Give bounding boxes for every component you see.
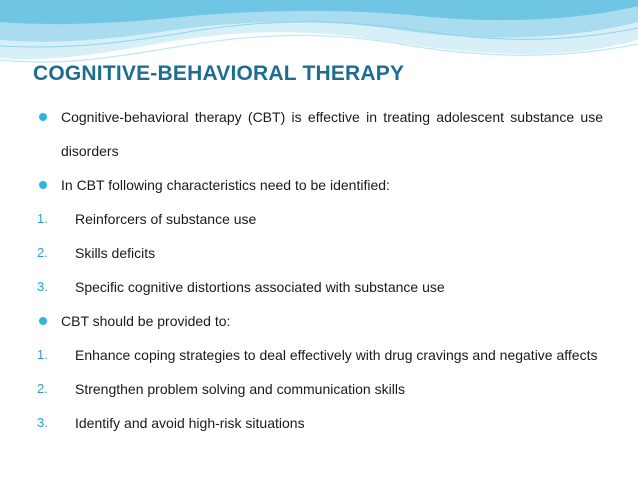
item-number: 2. [37, 245, 48, 260]
slide-content [37, 100, 603, 440]
bullet-dot-icon [39, 113, 47, 121]
numbered-item [37, 372, 603, 406]
item-text: Enhance coping strategies to deal effectively with drug cravings and negative affects [75, 347, 598, 363]
item-number: 3. [37, 279, 48, 294]
item-text: Specific cognitive distortions associated with substance use [75, 279, 445, 295]
item-text: Strengthen problem solving and communication skills [75, 381, 405, 397]
item-number: 3. [37, 415, 48, 430]
bullet-dot-icon [39, 317, 47, 325]
bullet-dot-icon [39, 181, 47, 189]
item-number: 2. [37, 381, 48, 396]
bullet-item [37, 304, 603, 338]
numbered-item [37, 406, 603, 440]
item-text: Skills deficits [75, 245, 156, 261]
bullet-text: CBT should be provided to: [61, 313, 231, 329]
slide-title: COGNITIVE-BEHAVIORAL THERAPY [33, 62, 405, 85]
item-number: 1. [37, 347, 48, 362]
bullet-text: Cognitive-behavioral therapy (CBT) is effective in treating adolescent substance use disorders [61, 109, 603, 159]
numbered-item [37, 270, 603, 304]
bullet-item [37, 100, 603, 168]
bullet-item [37, 168, 603, 202]
item-number: 1. [37, 211, 48, 226]
numbered-item [37, 338, 603, 372]
item-text: Reinforcers of substance use [75, 211, 257, 227]
bullet-text: In CBT following characteristics need to be identified: [61, 177, 390, 193]
item-text: Identify and avoid high-risk situations [75, 415, 305, 431]
numbered-item [37, 202, 603, 236]
numbered-item [37, 236, 603, 270]
